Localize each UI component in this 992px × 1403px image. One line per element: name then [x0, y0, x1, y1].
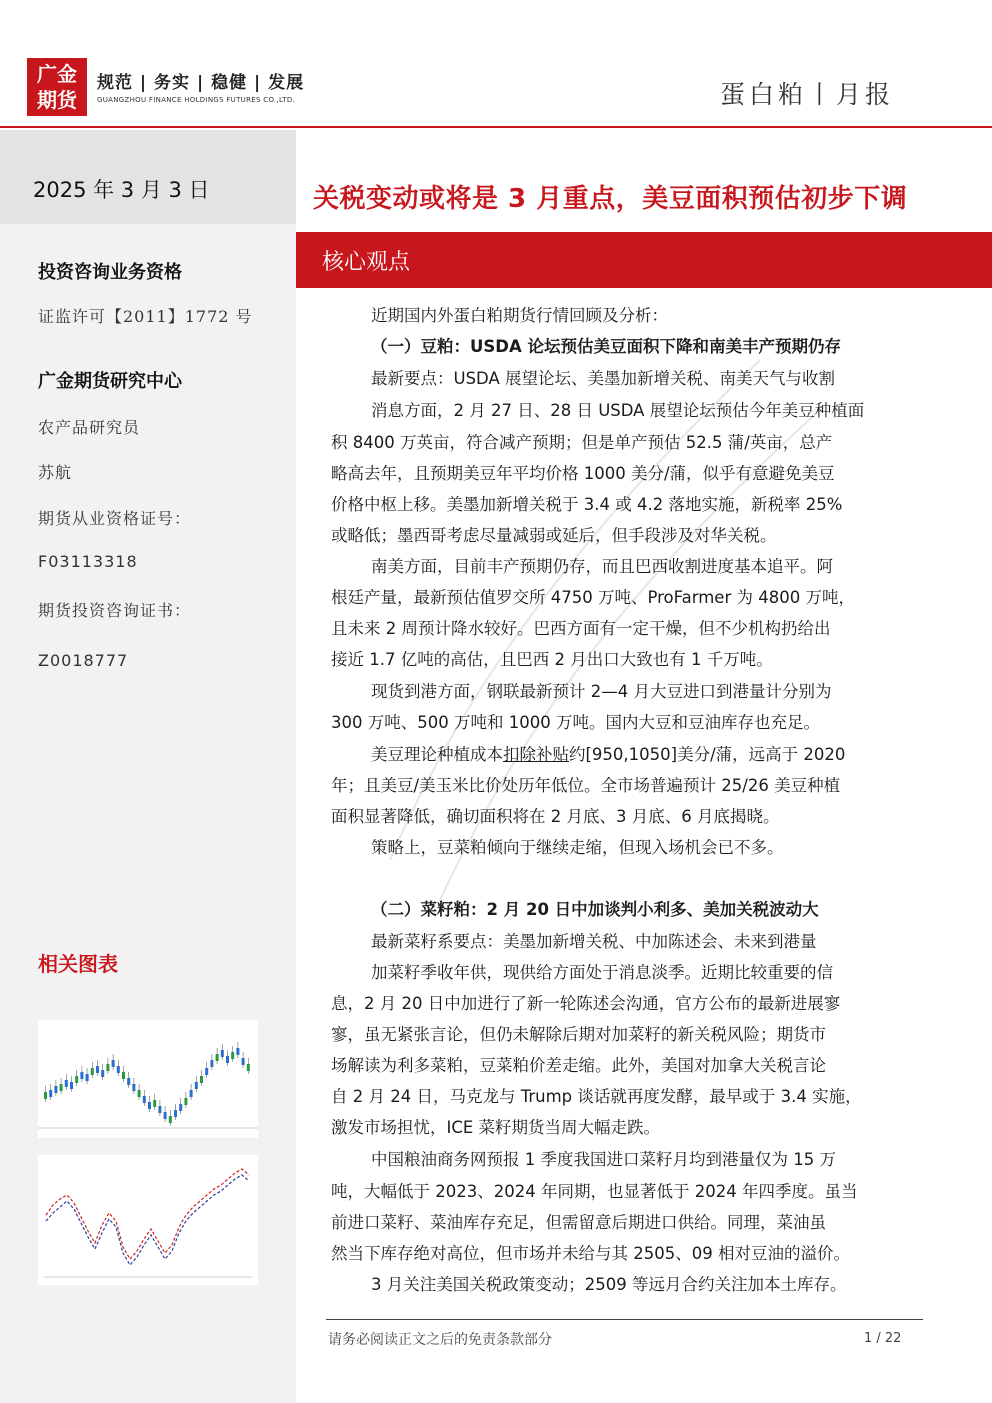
footer-divider — [326, 1319, 923, 1320]
section-heading-rapeseed: （二）菜籽粕：2 月 20 日中加谈判小利多、美加关税波动大 — [371, 900, 819, 919]
cost-prefix: 美豆理论种植成本 — [371, 745, 503, 764]
strategy-line-rapeseed: 3 月关注美国关税政策变动；2509 等远月合约关注加本土库存。 — [371, 1275, 847, 1294]
analyst-role: 农产品研究员 — [38, 418, 141, 437]
candle-body — [216, 1054, 219, 1061]
candle-body — [184, 1098, 187, 1105]
candle-body — [242, 1058, 245, 1065]
candle-body — [195, 1082, 198, 1089]
watermark-stamp — [330, 300, 850, 920]
company-logo — [27, 58, 87, 116]
line-thumbnail-image — [38, 1155, 258, 1285]
candle-body — [91, 1068, 94, 1075]
logo-line-1: 广金 — [37, 62, 77, 86]
candle-body — [174, 1110, 177, 1117]
candle-body — [143, 1096, 146, 1103]
keypoints-soymeal: 最新要点：USDA 展望论坛、美墨加新增关税、南美天气与收割 — [371, 369, 835, 388]
candle-body — [112, 1060, 115, 1067]
candle-body — [54, 1086, 57, 1093]
section-heading-soymeal: （一）豆粕：USDA 论坛预估美豆面积下降和南美丰产预期仍存 — [371, 337, 841, 356]
candle-body — [122, 1072, 125, 1079]
text-line: 300 万吨、500 万吨和 1000 万吨。国内大豆和豆油库存也充足。 — [331, 713, 820, 732]
candle-body — [132, 1084, 135, 1091]
report-date: 2025 年 3 月 3 日 — [33, 178, 210, 202]
cert-number: F03113318 — [38, 552, 138, 571]
candlestick-thumbnail-image — [38, 1020, 258, 1138]
consult-label: 期货投资咨询证书： — [38, 601, 192, 620]
candle-body — [60, 1084, 63, 1091]
logo-line-2: 期货 — [37, 88, 77, 112]
candle-body — [138, 1090, 141, 1097]
text-line: 自 2 月 24 日，马克龙与 Trump 谈话就再度发酵，最早或于 3.4 实施， — [331, 1087, 862, 1106]
text-line: 场解读为利多菜粕，豆菜粕价差走缩。此外，美国对加拿大关税言论 — [331, 1056, 826, 1075]
text-line: 前进口菜籽、菜油库存充足，但需留意后期进口供给。同理，菜油虽 — [331, 1213, 826, 1232]
candle-body — [158, 1106, 161, 1113]
candle-body — [75, 1076, 78, 1083]
candle-body — [226, 1056, 229, 1063]
candle-body — [164, 1112, 167, 1119]
text-line: 根廷产量，最新预估值罗交所 4750 万吨、ProFarmer 为 4800 万吨， — [331, 588, 855, 607]
sidebar — [0, 130, 296, 1403]
keypoints-rapeseed: 最新菜籽系要点：美墨加新增关税、中加陈述会、未来到港量 — [371, 932, 817, 951]
candle-body — [80, 1072, 83, 1079]
candle-body — [205, 1068, 208, 1075]
footer-disclaimer: 请务必阅读正文之后的免责条款部分 — [328, 1332, 552, 1348]
candle-body — [49, 1090, 52, 1097]
candle-body — [86, 1074, 89, 1081]
text-line: 吨，大幅低于 2023、2024 年同期，也显著低于 2024 年四季度。虽当 — [331, 1182, 858, 1201]
core-view-banner — [296, 232, 992, 288]
text-line: 略高去年，且预期美豆年平均价格 1000 美分/蒲，似乎有意避免美豆 — [331, 464, 835, 483]
license-number: 证监许可【2011】1772 号 — [38, 307, 253, 326]
candle-body — [190, 1090, 193, 1097]
intro-line: 近期国内外蛋白粕期货行情回顾及分析： — [371, 306, 668, 325]
date-box — [0, 130, 296, 224]
consult-number: Z0018777 — [38, 651, 129, 670]
text-line: 消息方面，2 月 27 日、28 日 USDA 展望论坛预估今年美豆种植面 — [371, 401, 865, 420]
page-number: 1 / 22 — [864, 1331, 902, 1346]
cert-label: 期货从业资格证号： — [38, 509, 192, 528]
candle-body — [127, 1078, 130, 1085]
company-slogan: 规范 | 务实 | 稳健 | 发展 — [97, 73, 305, 93]
candle-body — [148, 1102, 151, 1109]
candle-body — [200, 1076, 203, 1083]
text-line: 中国粮油商务网预报 1 季度我国进口菜籽月均到港量仅为 15 万 — [371, 1150, 836, 1169]
candle-body — [70, 1082, 73, 1089]
chart-thumbnail-candlestick[interactable] — [38, 1020, 258, 1138]
text-line: 息，2 月 20 日中加进行了新一轮陈述会沟通，官方公布的最新进展寥 — [331, 994, 841, 1013]
underlined-term: 扣除补贴 — [503, 745, 569, 764]
text-line: 面积显著降低，确切面积将在 2 月底、3 月底、6 月底揭晓。 — [331, 807, 780, 826]
related-charts-heading: 相关图表 — [38, 952, 118, 976]
core-view-label: 核心观点 — [322, 250, 411, 275]
chart-thumbnail-line[interactable] — [38, 1155, 258, 1285]
candle-body — [210, 1060, 213, 1067]
company-english-name: GUANGZHOU FINANCE HOLDINGS FUTURES CO.,LTD. — [97, 96, 296, 104]
header-divider — [0, 126, 992, 128]
text-line: 价格中枢上移。美墨加新增关税于 3.4 或 4.2 落地实施，新税率 25% — [331, 495, 843, 514]
candle-body — [179, 1104, 182, 1111]
candle-body — [247, 1064, 250, 1071]
candle-body — [65, 1080, 68, 1087]
candle-body — [96, 1066, 99, 1073]
analyst-name: 苏航 — [38, 463, 73, 482]
page-header — [0, 0, 992, 130]
strategy-line-soymeal: 策略上，豆菜粕倾向于继续走缩，但现入场机会已不多。 — [371, 838, 784, 857]
candle-body — [106, 1064, 109, 1071]
text-line-cost — [371, 745, 845, 765]
text-line: 寥，虽无紧张言论，但仍未解除后期对加菜籽的新关税风险；期货市 — [331, 1025, 826, 1044]
candle-body — [153, 1100, 156, 1107]
report-title: 关税变动或将是 3 月重点，美豆面积预估初步下调 — [313, 184, 908, 214]
text-line: 积 8400 万英亩，符合减产预期；但是单产预估 52.5 蒲/英亩，总产 — [331, 433, 833, 452]
text-line: 或略低；墨西哥考虑尽量减弱或延后，但手段涉及对华关税。 — [331, 526, 777, 545]
text-line: 激发市场担忧，ICE 菜籽期货当周大幅走跌。 — [331, 1118, 661, 1137]
text-line: 加菜籽季收年供，现供给方面处于消息淡季。近期比较重要的信 — [371, 963, 833, 982]
qualification-title: 投资咨询业务资格 — [38, 262, 182, 283]
text-line: 年；且美豆/美玉米比价处历年低位。全市场普遍预计 25/26 美豆种植 — [331, 776, 841, 795]
text-line: 且未来 2 周预计降水较好。巴西方面有一定干燥，但不少机构扔给出 — [331, 619, 831, 638]
research-center: 广金期货研究中心 — [38, 371, 182, 392]
text-line: 接近 1.7 亿吨的高估，且巴西 2 月出口大致也有 1 千万吨。 — [331, 650, 773, 669]
candle-body — [221, 1050, 224, 1057]
candle-body — [236, 1048, 239, 1055]
candle-body — [117, 1066, 120, 1073]
candle-body — [169, 1116, 172, 1123]
report-type: 蛋白粕丨月报 — [719, 80, 894, 109]
text-line: 现货到港方面，钢联最新预计 2—4 月大豆进口到港量计分别为 — [371, 682, 832, 701]
text-line: 然当下库存绝对高位，但市场并未给与其 2505、09 相对豆油的溢价。 — [331, 1244, 850, 1263]
candle-body — [231, 1052, 234, 1059]
candle-body — [44, 1092, 47, 1099]
text-line: 南美方面，目前丰产预期仍存，而且巴西收割进度基本追平。阿 — [371, 557, 833, 576]
candle-body — [101, 1070, 104, 1077]
cost-suffix: 约[950,1050]美分/蒲，远高于 2020 — [569, 745, 846, 764]
